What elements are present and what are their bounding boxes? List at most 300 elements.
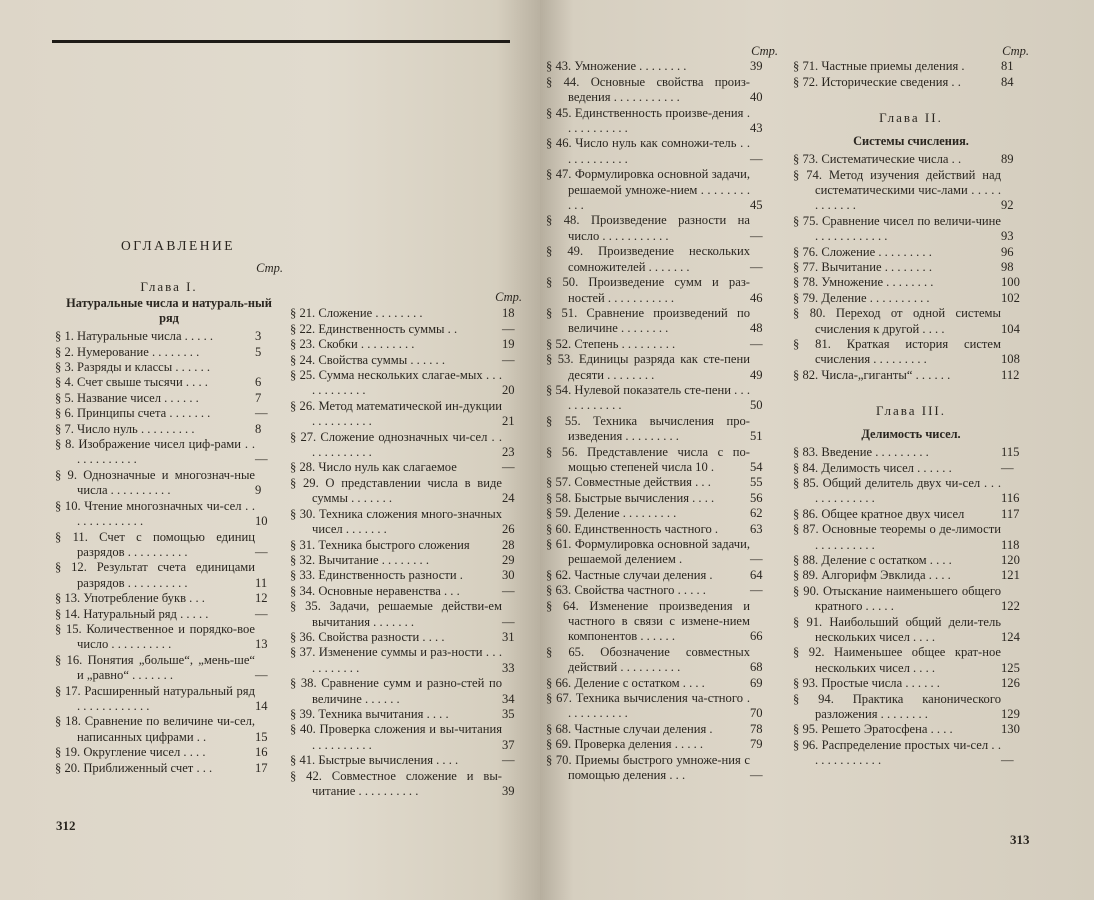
toc-entry-page: 13 <box>255 637 268 652</box>
toc-entry-title: § 20. Приближенный счет . . . <box>55 760 213 775</box>
toc-entry <box>290 399 530 430</box>
toc-entry <box>55 622 283 653</box>
toc-entry <box>55 360 283 375</box>
toc-entry-title: § 40. Проверка сложения и вы-читания . . . . . . . . . . <box>290 722 502 752</box>
toc-entry-page: 66 <box>750 629 763 644</box>
chapter-2-title: Системы счисления. <box>853 133 969 148</box>
toc-entry-title: § 34. Основные неравенства . . . <box>290 583 460 598</box>
toc-entry <box>290 460 530 475</box>
toc-entry-page: 54 <box>750 459 763 474</box>
toc-entry-page: 17 <box>255 760 268 775</box>
toc-entry-title: § 88. Деление с остатком . . . . <box>793 552 952 567</box>
toc-entry <box>546 599 778 645</box>
toc-entry <box>55 422 283 437</box>
toc-entry-page: 130 <box>1001 722 1020 737</box>
toc-entry-title: § 26. Метод математической ин-дукции . . . . . . . . . . <box>290 398 502 429</box>
toc-entry-page: — <box>502 753 515 768</box>
toc-entry <box>290 430 530 461</box>
toc-entry-title: § 47. Формулировка основной задачи, решаемой умноже-нием . . . . . . . . . . . <box>546 167 750 213</box>
toc-entry <box>546 445 778 476</box>
toc-entry-title: § 74. Метод изучения действий над систематическими чис-лами . . . . . . . . . . . . <box>793 167 1001 213</box>
toc-entry-page: 112 <box>1001 367 1020 382</box>
toc-entry-title: § 7. Число нуль . . . . . . . . . <box>55 421 195 436</box>
toc-entry-page: — <box>502 614 515 629</box>
toc-entry <box>290 568 530 583</box>
toc-entry-title: § 2. Нумерование . . . . . . . . <box>55 344 200 359</box>
toc-entry-title: § 49. Произведение нескольких сомножителей . . . . . . . <box>546 244 750 274</box>
toc-entry <box>546 59 778 74</box>
toc-entry-page: — <box>1001 753 1014 768</box>
toc-entry-page: — <box>502 321 515 336</box>
toc-entry <box>793 75 1029 90</box>
toc-entry-page: 16 <box>255 745 268 760</box>
toc-entry <box>546 275 778 306</box>
toc-entry <box>546 645 778 676</box>
toc-entry-page: — <box>1001 460 1014 475</box>
toc-entry-page: — <box>750 151 763 166</box>
toc-entry <box>55 499 283 530</box>
toc-entry-title: § 30. Техника сложения много-значных чисел . . . . . . . <box>290 506 502 537</box>
toc-entry-title: § 81. Краткая история систем счисления . . . . . . . . . <box>793 337 1001 367</box>
toc-entry <box>290 676 530 707</box>
toc-entry <box>290 476 530 507</box>
toc-entry <box>793 584 1029 615</box>
toc-entry-title: § 23. Скобки . . . . . . . . . <box>290 337 415 352</box>
toc-entry <box>55 329 283 344</box>
toc-entry <box>793 291 1029 306</box>
toc-entry-title: § 11. Счет с помощью единиц разрядов . . . . . . . . . . <box>55 529 255 559</box>
toc-entry-page: 126 <box>1001 676 1020 691</box>
toc-entry-title: § 70. Приемы быстрого умноже-ния с помощью деления . . . <box>546 752 750 783</box>
toc-entry-page: 34 <box>502 691 515 706</box>
toc-entry-title: § 54. Нулевой показатель сте-пени . . . . . . . . . . . . <box>546 382 750 413</box>
toc-entry <box>290 368 530 399</box>
toc-entry <box>793 692 1029 723</box>
toc-entry-page: 15 <box>255 729 268 744</box>
toc-entry-title: § 94. Практика канонического разложения . . . . . . . . <box>793 691 1001 722</box>
toc-entry <box>546 106 778 137</box>
toc-entry <box>55 345 283 360</box>
toc-entry-title: § 22. Единственность суммы . . <box>290 321 458 336</box>
toc-entry <box>793 168 1029 214</box>
toc-entry-title: § 18. Сравнение по величине чи-сел, написанных цифрами . . <box>55 714 255 744</box>
toc-entry-title: § 67. Техника вычисления ча-стного . . . . . . . . . . . <box>546 691 750 721</box>
toc-entry-page: — <box>502 352 515 367</box>
toc-entry-page: 43 <box>750 121 763 136</box>
toc-entry-page: 8 <box>255 421 262 436</box>
toc-entry <box>290 507 530 538</box>
toc-entry-page: 28 <box>502 537 515 552</box>
toc-entry-title: § 45. Единственность произве-дения . . . . . . . . . . . <box>546 105 750 136</box>
header-rule <box>52 40 510 43</box>
toc-entry-page: 45 <box>750 198 763 213</box>
toc-entry-page: 23 <box>502 445 515 460</box>
toc-entry <box>290 769 530 800</box>
toc-entry-title: § 25. Сумма нескольких слагае-мых . . . . . . . . . . . . <box>290 368 502 398</box>
toc-entry-title: § 90. Отыскание наименьшего общего кратного . . . . . <box>793 583 1001 614</box>
toc-entry-page: 19 <box>502 337 515 352</box>
toc-entry <box>55 591 283 606</box>
toc-entry-title: § 78. Умножение . . . . . . . . <box>793 275 934 290</box>
toc-entry <box>546 167 778 213</box>
toc-entry <box>55 375 283 390</box>
toc-entry-title: § 73. Систематические числа . . <box>793 152 962 167</box>
toc-entry-title: § 48. Произведение разности на число . . . . . . . . . . . <box>546 213 750 243</box>
toc-entry-page: 121 <box>1001 568 1020 583</box>
toc-entry-title: § 28. Число нуль как слагаемое <box>290 460 457 475</box>
toc-entry-title: § 87. Основные теоремы о де-лимости . . . . . . . . . . <box>793 522 1001 552</box>
toc-entry-title: § 53. Единицы разряда как сте-пени десяти . . . . . . . . <box>546 352 750 382</box>
toc-entry-page: 33 <box>502 660 515 675</box>
toc-column-d <box>793 44 1029 769</box>
toc-entry-page: — <box>750 228 763 243</box>
toc-entry-page: — <box>750 336 763 351</box>
toc-entry-page: 62 <box>750 506 763 521</box>
toc-entry-page: 79 <box>750 737 763 752</box>
toc-entry <box>793 722 1029 737</box>
toc-entry-title: § 60. Единственность частного . <box>546 521 719 536</box>
page-number-right: 313 <box>1010 832 1030 847</box>
toc-entry <box>55 684 283 715</box>
toc-entry-page: 120 <box>1001 552 1020 567</box>
toc-entry-title: § 29. О представлении числа в виде суммы . . . . . . . <box>290 475 502 506</box>
toc-entry-page: 96 <box>1001 244 1014 259</box>
toc-entry-title: § 10. Чтение многозначных чи-сел . . . . . . . . . . . . . <box>55 498 255 529</box>
toc-entry-title: § 66. Деление с остатком . . . . <box>546 675 705 690</box>
toc-entry <box>55 653 283 684</box>
toc-entry-page: 63 <box>750 521 763 536</box>
toc-entry-title: § 24. Свойства суммы . . . . . . <box>290 352 445 367</box>
toc-entry <box>546 676 778 691</box>
toc-entry-page: 125 <box>1001 660 1020 675</box>
toc-entry <box>546 537 778 568</box>
toc-entry-title: § 13. Употребление букв . . . <box>55 591 205 606</box>
toc-entry-page: 118 <box>1001 537 1020 552</box>
toc-entry-title: § 16. Понятия „больше“, „мень-ше“ и „равно“ . . . . . . . <box>55 652 255 683</box>
toc-entry-title: § 35. Задачи, решаемые действи-ем вычитания . . . . . . . <box>290 599 502 629</box>
toc-entry-page: 122 <box>1001 599 1020 614</box>
toc-entry-page: — <box>750 768 763 783</box>
toc-entry-title: § 31. Техника быстрого сложения <box>290 537 470 552</box>
toc-entry <box>546 583 778 598</box>
toc-entry-page: 81 <box>1001 59 1014 74</box>
toc-entry <box>546 753 778 784</box>
toc-entry-title: § 63. Свойства частного . . . . . <box>546 583 706 598</box>
toc-entry <box>55 468 283 499</box>
toc-entry <box>546 352 778 383</box>
toc-entry-title: § 72. Исторические сведения . . <box>793 74 961 89</box>
toc-entry <box>290 753 530 768</box>
toc-entry <box>793 368 1029 383</box>
toc-entry <box>793 476 1029 507</box>
toc-entry-page: 40 <box>750 90 763 105</box>
toc-entry-title: § 37. Изменение суммы и раз-ности . . . . . . . . . . . <box>290 645 502 675</box>
toc-entry-title: § 12. Результат счета единицами разрядов . . . . . . . . . . <box>55 560 255 590</box>
toc-entry-title: § 79. Деление . . . . . . . . . . <box>793 290 930 305</box>
toc-entry-title: § 75. Сравнение чисел по величи-чине . . . . . . . . . . . . <box>793 213 1001 244</box>
toc-entry-title: § 95. Решето Эратосфена . . . . <box>793 722 953 737</box>
toc-entry <box>55 560 283 591</box>
toc-entry <box>546 722 778 737</box>
toc-entry <box>793 445 1029 460</box>
toc-entry <box>290 722 530 753</box>
toc-entry-page: 92 <box>1001 198 1014 213</box>
toc-entry-title: § 21. Сложение . . . . . . . . <box>290 306 423 321</box>
toc-entry-page: — <box>255 668 268 683</box>
toc-entry-page: 7 <box>255 390 262 405</box>
toc-entry-page: 35 <box>502 706 515 721</box>
toc-entry-page: 98 <box>1001 259 1014 274</box>
toc-entry-title: § 50. Произведение сумм и раз-ностей . . . . . . . . . . . <box>546 275 750 305</box>
toc-entry <box>793 738 1029 769</box>
toc-column-a <box>55 238 283 776</box>
toc-entry-page: 37 <box>502 737 515 752</box>
toc-entry-page: 10 <box>255 514 268 529</box>
toc-entry <box>793 461 1029 476</box>
toc-entry-title: § 58. Быстрые вычисления . . . . <box>546 490 715 505</box>
toc-entry <box>793 59 1029 74</box>
toc-heading: ОГЛАВЛЕНИЕ <box>120 238 236 253</box>
page-number-left: 312 <box>56 818 76 833</box>
page-column-label: Стр. <box>1002 44 1029 58</box>
toc-entry-title: § 65. Обозначение совместных действий . . . . . . . . . . <box>546 644 750 675</box>
toc-entry-title: § 93. Простые числа . . . . . . <box>793 676 940 691</box>
toc-entry <box>55 761 283 776</box>
toc-entry-title: § 80. Переход от одной системы счисления к другой . . . . <box>793 306 1001 336</box>
toc-entry-page: — <box>750 583 763 598</box>
toc-entry-page: — <box>255 606 268 621</box>
toc-entry-page: — <box>502 583 515 598</box>
chapter-2-label: Глава II. <box>879 110 943 126</box>
toc-entry <box>290 538 530 553</box>
toc-entry-title: § 1. Натуральные числа . . . . . <box>55 329 214 344</box>
chapter-3-title: Делимость чисел. <box>861 426 961 441</box>
toc-entry <box>290 599 530 630</box>
toc-entry-page: 29 <box>502 552 515 567</box>
toc-entry-title: § 8. Изображение чисел циф-рами . . . . . . . . . . . . <box>55 437 255 467</box>
toc-entry-title: § 92. Наименьшее общее крат-ное нескольких чисел . . . . <box>793 645 1001 675</box>
toc-entry <box>546 691 778 722</box>
toc-entry-page: 3 <box>255 329 262 344</box>
toc-entry-title: § 82. Числа-„гиганты“ . . . . . . <box>793 367 951 382</box>
toc-entry <box>546 491 778 506</box>
toc-entry-page: 69 <box>750 675 763 690</box>
toc-entry-page: — <box>502 460 515 475</box>
toc-entry <box>55 714 283 745</box>
toc-entry <box>546 568 778 583</box>
toc-entry-title: § 32. Вычитание . . . . . . . . <box>290 552 429 567</box>
toc-entry-page: — <box>255 544 268 559</box>
toc-entry-page: 24 <box>502 491 515 506</box>
toc-entry-page: — <box>255 452 268 467</box>
toc-entry-page: 70 <box>750 706 763 721</box>
toc-entry-title: § 36. Свойства разности . . . . <box>290 629 445 644</box>
chapter-1-label: Глава I. <box>140 278 198 294</box>
toc-entry <box>793 337 1029 368</box>
toc-entry <box>55 607 283 622</box>
toc-entry <box>290 584 530 599</box>
toc-entry-page: — <box>255 406 268 421</box>
toc-entry-page: 89 <box>1001 152 1014 167</box>
toc-entry-title: § 52. Степень . . . . . . . . . <box>546 336 676 351</box>
toc-entry-page: 46 <box>750 290 763 305</box>
toc-entry-page: 124 <box>1001 630 1020 644</box>
toc-entry-page: 117 <box>1001 506 1020 521</box>
toc-entry-title: § 55. Техника вычисления про-изведения . . . . . . . . . <box>546 413 750 444</box>
toc-entry-title: § 91. Наибольший общий дели-тель нескольких чисел . . . . <box>793 614 1001 644</box>
toc-entry-page: 49 <box>750 367 763 382</box>
toc-entry <box>55 437 283 468</box>
toc-entry-title: § 15. Количественное и порядко-вое число . . . . . . . . . . <box>55 621 255 652</box>
toc-entry-page: 129 <box>1001 707 1020 722</box>
toc-entry-title: § 69. Проверка деления . . . . . <box>546 737 704 752</box>
toc-entry <box>546 337 778 352</box>
toc-entry <box>55 530 283 561</box>
toc-entry-page: 31 <box>502 629 515 644</box>
toc-entry-title: § 84. Делимость чисел . . . . . . <box>793 460 952 475</box>
toc-entry-page: 48 <box>750 321 763 336</box>
toc-entry-title: § 3. Разряды и классы . . . . . . <box>55 360 211 375</box>
toc-entry-title: § 61. Формулировка основной задачи, решаемой делением . <box>546 537 750 567</box>
toc-entry-page: 78 <box>750 721 763 736</box>
toc-entry <box>793 507 1029 522</box>
toc-entry <box>546 244 778 275</box>
toc-entry-title: § 71. Частные приемы деления . <box>793 59 965 74</box>
page-column-label: Стр. <box>256 261 283 276</box>
toc-entry-title: § 83. Введение . . . . . . . . . <box>793 445 929 460</box>
toc-entry-page: 93 <box>1001 229 1014 244</box>
toc-entry-title: § 46. Число нуль как сомножи-тель . . . . . . . . . . . . <box>546 136 750 166</box>
toc-entry <box>290 322 530 337</box>
toc-entry-title: § 42. Совместное сложение и вы-читание . . . . . . . . . . <box>290 768 502 798</box>
toc-entry <box>290 337 530 352</box>
toc-entry <box>793 214 1029 245</box>
toc-entry-page: 30 <box>502 568 515 583</box>
toc-entry-title: § 62. Частные случаи деления . <box>546 567 713 582</box>
toc-entry <box>546 213 778 244</box>
toc-entry <box>290 306 530 321</box>
toc-entry <box>55 745 283 760</box>
toc-entry-title: § 6. Принципы счета . . . . . . . <box>55 406 211 421</box>
toc-entry-title: § 89. Алгорифм Эвклида . . . . <box>793 568 951 583</box>
toc-entry-page: 100 <box>1001 275 1020 290</box>
toc-entry-page: 6 <box>255 375 262 390</box>
toc-entry-page: 21 <box>502 414 515 429</box>
toc-entry-page: 64 <box>750 567 763 582</box>
toc-entry-page: 115 <box>1001 445 1020 460</box>
toc-entry <box>793 615 1029 646</box>
toc-entry-page: 5 <box>255 344 262 359</box>
toc-entry <box>290 553 530 568</box>
toc-entry-title: § 77. Вычитание . . . . . . . . <box>793 259 932 274</box>
toc-entry <box>55 391 283 406</box>
toc-entry <box>793 676 1029 691</box>
toc-entry-page: 51 <box>750 429 763 444</box>
toc-entry-page: 14 <box>255 698 268 713</box>
toc-entry-title: § 17. Расширенный натуральный ряд . . . . . . . . . . . . <box>55 683 255 713</box>
toc-entry-page: 116 <box>1001 491 1020 506</box>
toc-entry <box>546 737 778 752</box>
toc-column-b <box>290 290 530 799</box>
toc-column-c <box>546 44 778 784</box>
toc-entry-title: § 5. Название чисел . . . . . . <box>55 390 199 405</box>
toc-entry <box>290 353 530 368</box>
toc-entry-title: § 57. Совместные действия . . . <box>546 475 711 490</box>
toc-entry <box>793 245 1029 260</box>
toc-entry-page: 20 <box>502 383 515 398</box>
toc-entry-page: 108 <box>1001 352 1020 367</box>
toc-entry <box>546 506 778 521</box>
toc-entry-title: § 38. Сравнение сумм и разно-стей по величине . . . . . . <box>290 676 502 706</box>
toc-entry <box>546 75 778 106</box>
toc-entry <box>546 383 778 414</box>
toc-entry-title: § 14. Натуральный ряд . . . . . <box>55 606 209 621</box>
toc-entry-title: § 51. Сравнение произведений по величине . . . . . . . . <box>546 305 750 336</box>
toc-entry-page: 9 <box>255 483 262 498</box>
toc-entry-title: § 56. Представление числа с по-мощью степеней числа 10 . <box>546 444 750 474</box>
toc-entry-title: § 59. Деление . . . . . . . . . <box>546 506 677 521</box>
toc-entry-page: 68 <box>750 660 763 675</box>
chapter-3-label: Глава III. <box>875 403 947 419</box>
toc-entry-title: § 9. Однозначные и многознач-ные числа . . . . . . . . . . <box>55 467 255 498</box>
toc-entry <box>793 152 1029 167</box>
toc-entry <box>546 306 778 337</box>
toc-entry-title: § 43. Умножение . . . . . . . . <box>546 59 687 74</box>
toc-entry <box>793 522 1029 553</box>
toc-entry-title: § 27. Сложение однозначных чи-сел . . . . . . . . . . . . <box>290 429 502 460</box>
toc-entry-title: § 96. Распределение простых чи-сел . . . . . . . . . . . . . <box>793 737 1001 768</box>
toc-entry <box>793 306 1029 337</box>
toc-entry <box>793 568 1029 583</box>
toc-entry-title: § 19. Округление чисел . . . . <box>55 745 206 760</box>
toc-entry-title: § 41. Быстрые вычисления . . . . <box>290 753 459 768</box>
toc-entry-page: 39 <box>750 59 763 74</box>
toc-entry-page: 104 <box>1001 321 1020 336</box>
toc-entry-title: § 86. Общее кратное двух чисел <box>793 506 965 521</box>
chapter-1-title: Натуральные числа и натураль-ный ряд <box>66 296 272 325</box>
toc-entry-page: — <box>750 552 763 567</box>
toc-entry <box>793 275 1029 290</box>
toc-entry <box>546 414 778 445</box>
left-page <box>0 0 540 900</box>
toc-entry-title: § 44. Основные свойства произ-ведения . . . . . . . . . . . <box>546 74 750 105</box>
toc-entry-page: 12 <box>255 591 268 606</box>
toc-entry <box>55 406 283 421</box>
toc-entry-page: 11 <box>255 575 268 590</box>
toc-entry <box>546 136 778 167</box>
toc-entry-page: 56 <box>750 490 763 505</box>
toc-entry-page: 18 <box>502 306 515 321</box>
toc-entry-title: § 33. Единственность разности . <box>290 568 463 583</box>
toc-entry <box>793 260 1029 275</box>
toc-entry <box>546 522 778 537</box>
toc-entry <box>290 645 530 676</box>
toc-entry-page: 39 <box>502 784 515 798</box>
toc-entry-title: § 85. Общий делитель двух чи-сел . . . . . . . . . . . . . <box>793 475 1001 506</box>
toc-entry <box>546 475 778 490</box>
toc-entry-page: 55 <box>750 475 763 490</box>
toc-entry-page: 50 <box>750 398 763 413</box>
toc-entry-title: § 4. Счет свыше тысячи . . . . <box>55 375 208 390</box>
toc-entry-page: 26 <box>502 522 515 537</box>
toc-entry <box>793 645 1029 676</box>
toc-entry <box>793 553 1029 568</box>
toc-entry-title: § 39. Техника вычитания . . . . <box>290 706 449 721</box>
page-column-label: Стр. <box>495 290 522 304</box>
toc-entry-title: § 64. Изменение произведения и частного в связи с измене-нием компонентов . . . . . . <box>546 598 750 644</box>
toc-entry-page: 84 <box>1001 74 1014 89</box>
toc-entry-title: § 76. Сложение . . . . . . . . . <box>793 244 932 259</box>
